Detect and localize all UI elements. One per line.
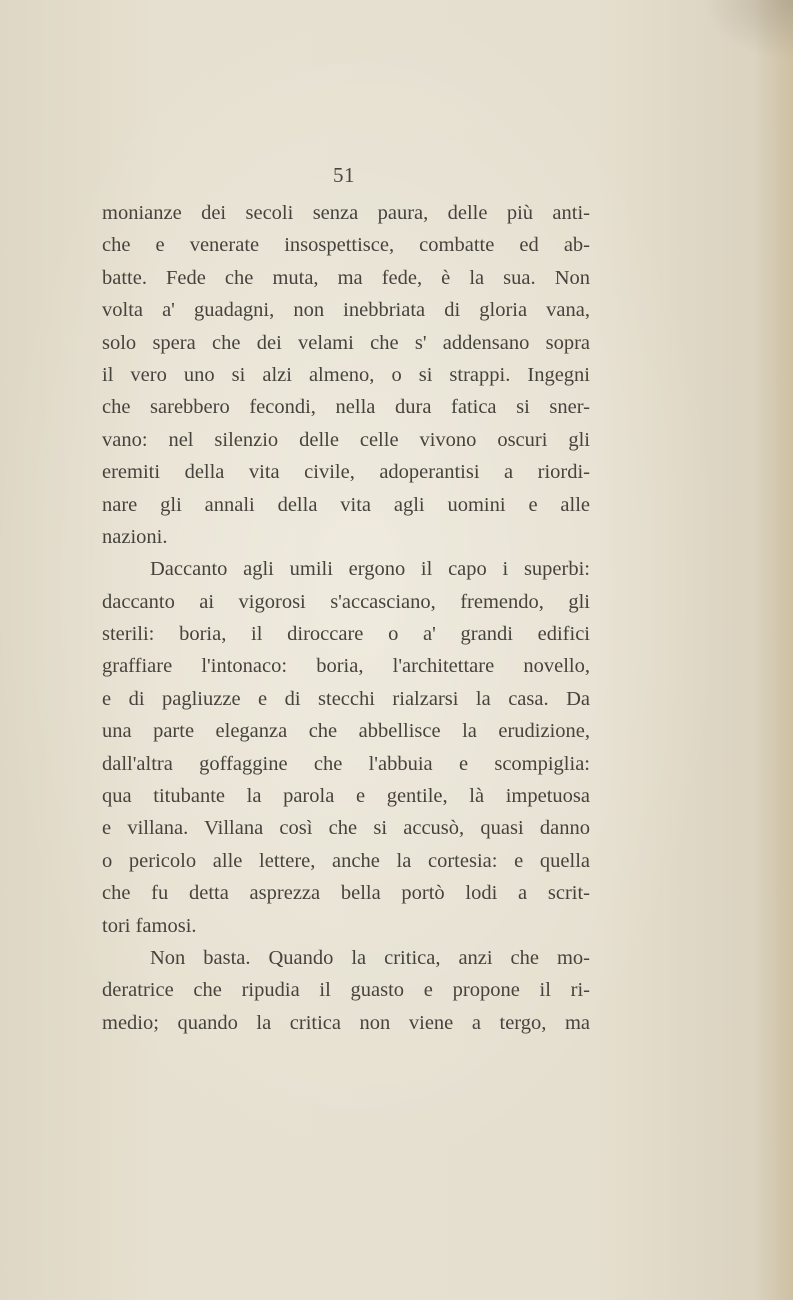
- text-line: e di pagliuzze e di stecchi rialzarsi la casa. Da: [102, 687, 590, 710]
- text-line: dall'altra goffaggine che l'abbuia e scompiglia:: [102, 752, 590, 775]
- page-number: 51: [333, 163, 355, 187]
- text-line: e villana. Villana così che si accusò, quasi danno: [102, 817, 590, 840]
- text-line: il vero uno si alzi almeno, o si strappi. Ingegni: [102, 363, 590, 386]
- text-line: sterili: boria, il diroccare o a' grandi edifici: [102, 623, 590, 646]
- text-line: tori famosi.: [102, 914, 197, 937]
- text-line: una parte eleganza che abbellisce la erudizione,: [102, 720, 590, 743]
- text-line: medio; quando la critica non viene a tergo, ma: [102, 1011, 590, 1034]
- text-line: o pericolo alle lettere, anche la cortesia: e quella: [102, 849, 590, 872]
- text-line: nare gli annali della vita agli uomini e alle: [102, 493, 590, 516]
- body-text: [102, 197, 590, 1039]
- text-line: daccanto ai vigorosi s'accasciano, fremendo, gli: [102, 590, 590, 613]
- text-line: nazioni.: [102, 525, 168, 548]
- text-line: Daccanto agli umili ergono il capo i superbi:: [150, 558, 590, 581]
- text-line: solo spera che dei velami che s' addensano sopra: [102, 331, 590, 354]
- text-line: che fu detta asprezza bella portò lodi a scrit-: [102, 882, 590, 905]
- text-line: volta a' guadagni, non inebbriata di gloria vana,: [102, 299, 590, 322]
- text-line: deratrice che ripudia il guasto e propone il ri-: [102, 979, 590, 1002]
- page-corner-stain: [703, 0, 793, 60]
- text-line: qua titubante la parola e gentile, là impetuosa: [102, 785, 590, 808]
- text-line: monianze dei secoli senza paura, delle più anti-: [102, 202, 590, 224]
- text-line: Non basta. Quando la critica, anzi che mo-: [150, 946, 590, 969]
- text-line: graffiare l'intonaco: boria, l'architettare novello,: [102, 655, 590, 678]
- text-line: che e venerate insospettisce, combatte ed ab-: [102, 234, 590, 257]
- text-line: eremiti della vita civile, adoperantisi a riordi-: [102, 461, 590, 484]
- text-line: batte. Fede che muta, ma fede, è la sua. Non: [102, 266, 590, 289]
- text-line: che sarebbero fecondi, nella dura fatica si sner-: [102, 396, 590, 419]
- text-line: vano: nel silenzio delle celle vivono oscuri gli: [102, 428, 590, 451]
- page-edge-shadow: [755, 0, 793, 1300]
